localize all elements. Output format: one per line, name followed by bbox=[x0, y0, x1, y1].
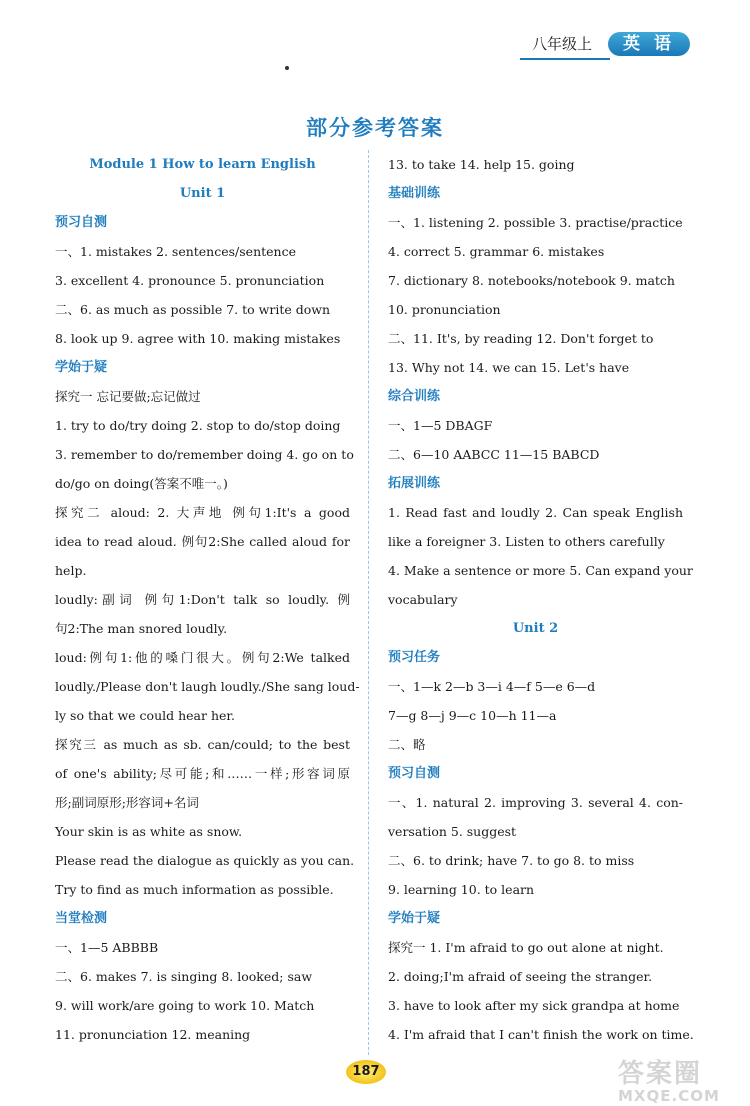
answer-line: 11. pronunciation 12. meaning bbox=[55, 1027, 251, 1042]
left-column bbox=[55, 150, 360, 1049]
answer-line: 7. dictionary 8. notebooks/notebook 9. match bbox=[388, 273, 675, 288]
answer-line: 9. learning 10. to learn bbox=[388, 882, 535, 897]
section-heading: 预习任务 bbox=[388, 650, 441, 665]
answer-line: 探究三 as much as sb. can/could; to the best bbox=[55, 737, 350, 752]
section-heading: 预习自测 bbox=[388, 766, 441, 781]
answer-line: like a foreigner 3. Listen to others carefully bbox=[388, 534, 665, 549]
unit-heading: Unit 2 bbox=[512, 621, 559, 636]
answer-line: 一、1—5 ABBBB bbox=[55, 940, 159, 955]
answer-line: 13. to take 14. help 15. going bbox=[388, 157, 575, 172]
answer-line: Try to find as much information as possible. bbox=[55, 882, 334, 897]
answer-line: 探究一 1. I'm afraid to go out alone at night. bbox=[388, 940, 664, 955]
answer-line: Please read the dialogue as quickly as you can. bbox=[55, 853, 355, 868]
section-heading: 拓展训练 bbox=[388, 476, 441, 491]
answer-line: 2. doing;I'm afraid of seeing the stranger. bbox=[388, 969, 653, 984]
answer-line: 句2:The man snored loudly. bbox=[55, 621, 228, 636]
answer-line: idea to read aloud. 例句2:She called aloud for bbox=[55, 534, 350, 549]
watermark-text: 答案圈 bbox=[618, 1059, 703, 1089]
section-heading: 基础训练 bbox=[388, 186, 441, 201]
answer-line: loudly:副词 例句1:Don't talk so loudly. 例 bbox=[55, 592, 350, 607]
page-title: 部分参考答案 bbox=[306, 116, 444, 140]
subject-badge: 英 语 bbox=[608, 32, 690, 56]
answer-line: 4. I'm afraid that I can't finish the work on time. bbox=[388, 1027, 694, 1042]
watermark-url: MXQE.COM bbox=[618, 1087, 720, 1105]
page-number: 187 bbox=[346, 1060, 386, 1084]
answer-line: 10. pronunciation bbox=[388, 302, 501, 317]
answer-line: 3. excellent 4. pronounce 5. pronunciation bbox=[55, 273, 325, 288]
header-rule bbox=[520, 58, 610, 60]
section-heading: 预习自测 bbox=[55, 215, 108, 230]
answer-line: 二、略 bbox=[388, 737, 426, 752]
section-heading: 综合训练 bbox=[388, 389, 441, 404]
section-heading: 学始于疑 bbox=[388, 911, 441, 926]
answer-line: 4. Make a sentence or more 5. Can expand your bbox=[388, 563, 693, 578]
answer-line: 二、6. as much as possible 7. to write down bbox=[55, 302, 331, 317]
answer-line: Your skin is as white as snow. bbox=[55, 824, 243, 839]
unit-heading: Unit 1 bbox=[179, 186, 226, 201]
answer-line: do/go on doing(答案不唯一。) bbox=[55, 476, 228, 491]
section-heading: 当堂检测 bbox=[55, 911, 108, 926]
grade-label: 八年级上 bbox=[532, 35, 593, 53]
answer-line: vocabulary bbox=[388, 592, 458, 607]
answer-line: 8. look up 9. agree with 10. making mistakes bbox=[55, 331, 341, 346]
answer-line: versation 5. suggest bbox=[388, 824, 517, 839]
answer-line: help. bbox=[55, 563, 87, 578]
answer-line: 一、1. listening 2. possible 3. practise/practice bbox=[388, 215, 683, 230]
answer-line: loudly./Please don't laugh loudly./She sang loud- bbox=[55, 679, 360, 694]
answer-line: 4. correct 5. grammar 6. mistakes bbox=[388, 244, 605, 259]
watermark bbox=[618, 1060, 750, 1106]
answer-line: 一、1. natural 2. improving 3. several 4. con- bbox=[388, 795, 683, 810]
page-header bbox=[512, 30, 682, 60]
dot-mark bbox=[285, 66, 289, 70]
answer-line: 一、1. mistakes 2. sentences/sentence bbox=[55, 244, 296, 259]
answer-line: 二、6. makes 7. is singing 8. looked; saw bbox=[55, 969, 313, 984]
answer-line: 探究一 忘记要做;忘记做过 bbox=[55, 389, 201, 404]
answer-line: of one's ability;尽可能;和……一样;形容词原 bbox=[55, 766, 350, 781]
answer-line: 1. Read fast and loudly 2. Can speak English bbox=[388, 505, 683, 520]
answer-line: 9. will work/are going to work 10. Match bbox=[55, 998, 315, 1013]
answer-line: 1. try to do/try doing 2. stop to do/stop doing bbox=[55, 418, 341, 433]
right-column bbox=[388, 150, 694, 1049]
answer-line: 3. remember to do/remember doing 4. go on to bbox=[55, 447, 354, 462]
answer-line: 3. have to look after my sick grandpa at home bbox=[388, 998, 680, 1013]
unit-heading: Module 1 How to learn English bbox=[89, 157, 316, 172]
answer-line: 一、1—5 DBAGF bbox=[388, 418, 493, 433]
answer-line: ly so that we could hear her. bbox=[55, 708, 235, 723]
section-heading: 学始于疑 bbox=[55, 360, 108, 375]
answer-line: 形;副词原形;形容词+名词 bbox=[55, 795, 199, 810]
column-divider bbox=[368, 150, 369, 1055]
answer-line: 13. Why not 14. we can 15. Let's have bbox=[388, 360, 630, 375]
answer-line: 二、11. It's, by reading 12. Don't forget to bbox=[388, 331, 654, 346]
answer-line: loud:例句1:他的嗓门很大。例句2:We talked bbox=[55, 650, 350, 665]
answer-line: 二、6. to drink; have 7. to go 8. to miss bbox=[388, 853, 635, 868]
answer-line: 一、1—k 2—b 3—i 4—f 5—e 6—d bbox=[388, 679, 596, 694]
answer-line: 7—g 8—j 9—c 10—h 11—a bbox=[388, 708, 557, 723]
answer-line: 二、6—10 AABCC 11—15 BABCD bbox=[388, 447, 600, 462]
answer-line: 探究二 aloud: 2. 大声地 例句1:It's a good bbox=[55, 505, 350, 520]
